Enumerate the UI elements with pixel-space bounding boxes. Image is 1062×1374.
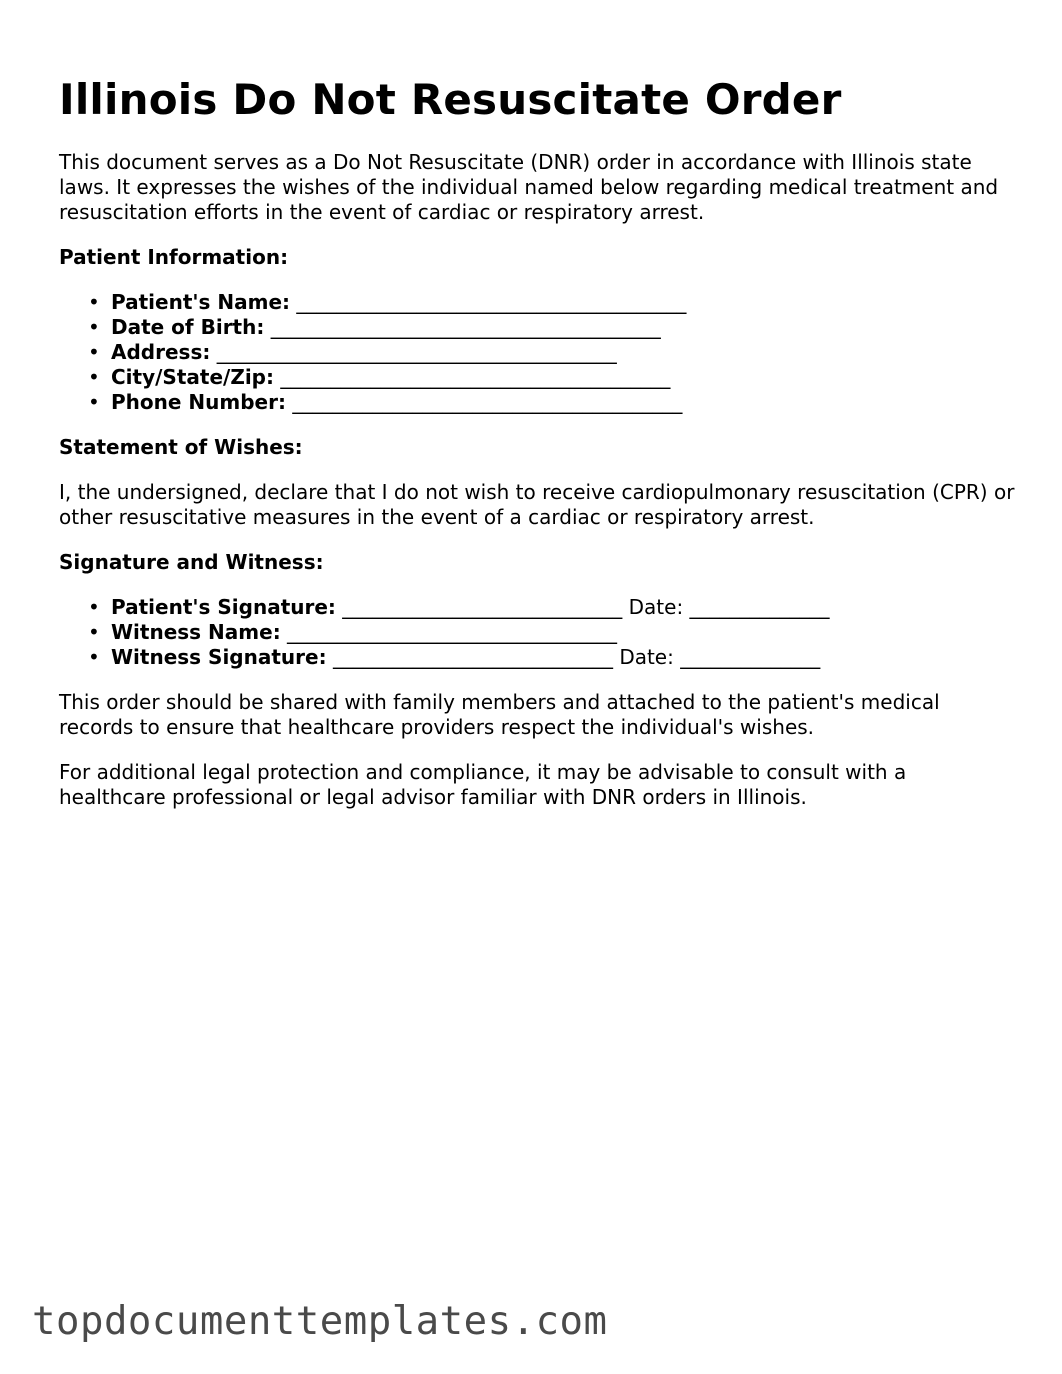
bullet-icon: •: [88, 390, 100, 414]
field-label: Witness Signature:: [111, 645, 327, 669]
field-blank[interactable]: _________________________________: [287, 620, 618, 644]
signature-list: [59, 595, 1019, 670]
bullet-icon: •: [88, 315, 100, 339]
field-label: Phone Number:: [111, 390, 286, 414]
patient-name-field[interactable]: [88, 290, 1019, 315]
field-blank[interactable]: _______________________________________: [296, 290, 687, 314]
phone-number-field[interactable]: [88, 390, 1019, 415]
date-of-birth-field[interactable]: [88, 315, 1019, 340]
site-watermark: topdocumenttemplates.com: [32, 1299, 608, 1344]
field-label: Address:: [111, 340, 211, 364]
patient-info-list: [59, 290, 1019, 415]
document-page: [59, 72, 1019, 830]
field-label: Witness Name:: [111, 620, 281, 644]
closing-paragraph-legal: For additional legal protection and compliance, it may be advisable to consult with a healthcare professional or legal advisor familiar with DNR orders in Illinois.: [59, 760, 907, 809]
field-blank[interactable]: ________________________________________: [216, 340, 617, 364]
document-title: Illinois Do Not Resuscitate Order: [59, 75, 842, 124]
field-label: Date of Birth:: [111, 315, 265, 339]
signature-heading: Signature and Witness:: [59, 550, 324, 574]
witness-signature-field[interactable]: [88, 645, 1019, 670]
field-blank[interactable]: _______________________________________: [292, 390, 683, 414]
statement-heading: Statement of Wishes:: [59, 435, 303, 459]
field-blank[interactable]: _______________________________________: [270, 315, 661, 339]
intro-paragraph: This document serves as a Do Not Resuscitate (DNR) order in accordance with Illinois state laws. It expresses the wishes of the individual named below regarding medical treatment and resuscitation efforts in the event of cardiac or respiratory arrest.: [59, 150, 999, 224]
bullet-icon: •: [88, 595, 100, 619]
field-blank[interactable]: _______________________________________: [280, 365, 671, 389]
city-state-zip-field[interactable]: [88, 365, 1019, 390]
patient-signature-field[interactable]: [88, 595, 1019, 620]
witness-name-field[interactable]: [88, 620, 1019, 645]
bullet-icon: •: [88, 340, 100, 364]
field-label: Patient's Name:: [111, 290, 291, 314]
field-label: City/State/Zip:: [111, 365, 274, 389]
date-label: Date:: [628, 595, 684, 619]
bullet-icon: •: [88, 645, 100, 669]
field-label: Patient's Signature:: [111, 595, 336, 619]
address-field[interactable]: [88, 340, 1019, 365]
statement-text: I, the undersigned, declare that I do not wish to receive cardiopulmonary resuscitation (CPR) or other resuscitative measures in the event of a cardiac or respiratory arrest.: [59, 480, 1015, 529]
bullet-icon: •: [88, 290, 100, 314]
patient-info-heading: Patient Information:: [59, 245, 289, 269]
field-blank[interactable]: ____________________________: [342, 595, 623, 619]
date-blank[interactable]: ______________: [689, 595, 830, 619]
date-label: Date:: [619, 645, 674, 669]
date-blank[interactable]: ______________: [680, 645, 821, 669]
bullet-icon: •: [88, 365, 100, 389]
closing-paragraph-share: This order should be shared with family members and attached to the patient's medical records to ensure that healthcare providers respect the individual's wishes.: [59, 690, 940, 739]
bullet-icon: •: [88, 620, 100, 644]
field-blank[interactable]: ____________________________: [332, 645, 613, 669]
